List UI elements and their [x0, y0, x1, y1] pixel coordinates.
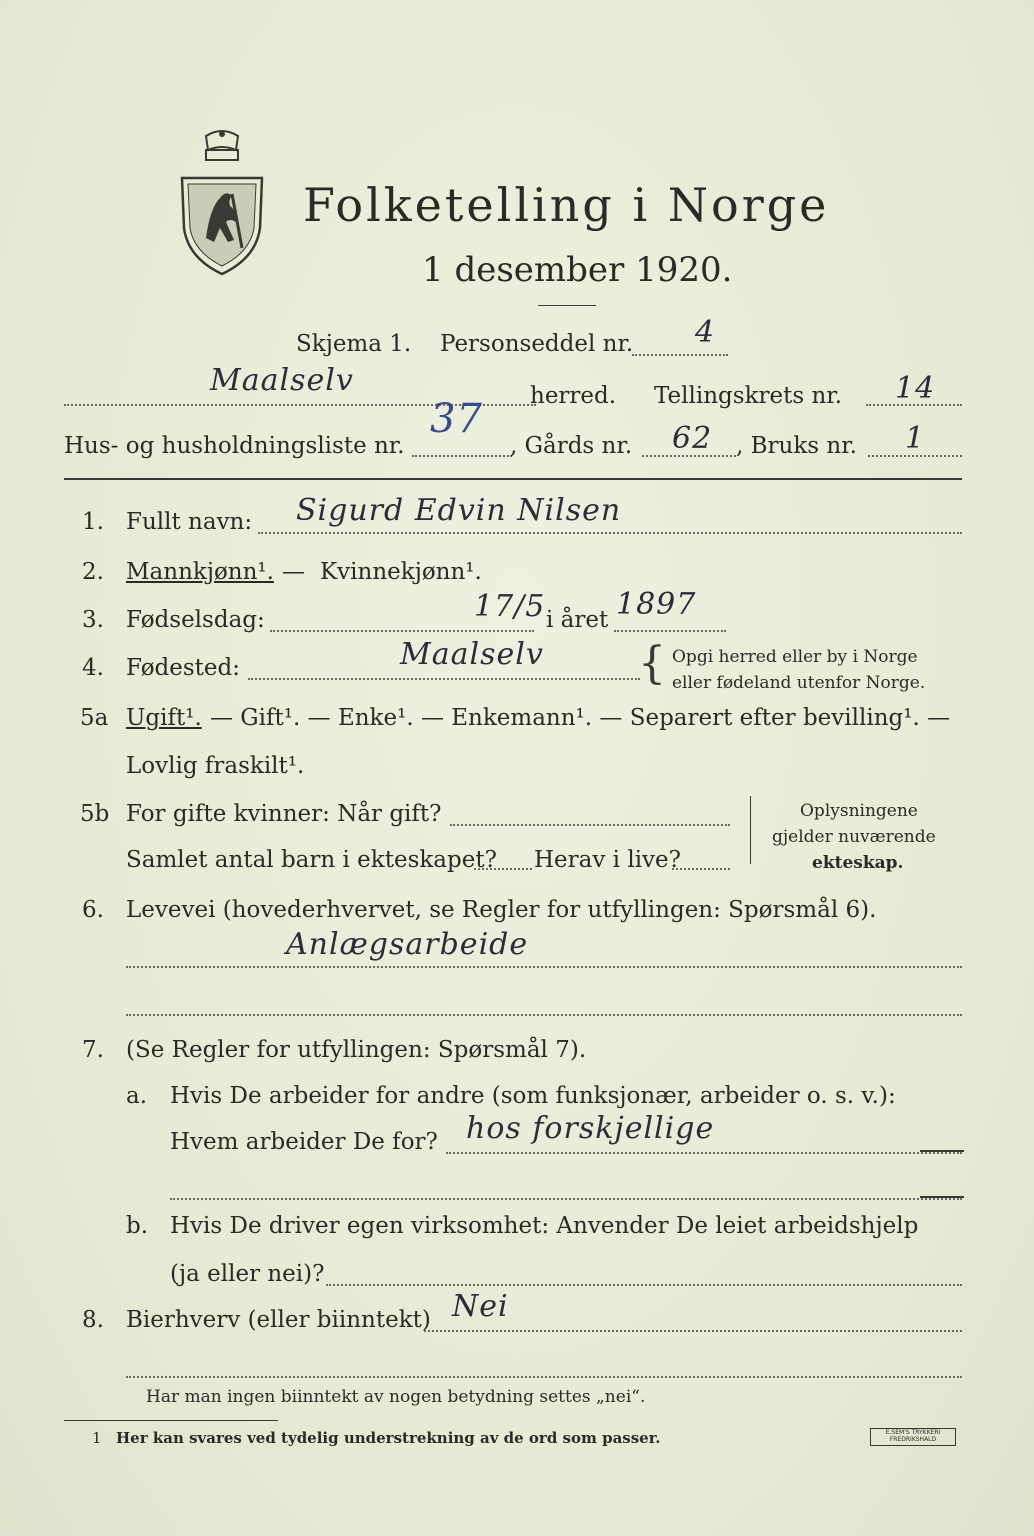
q3-year-label: i året [546, 607, 609, 633]
herred-value[interactable]: Maalselv [210, 363, 354, 398]
bruks-label: , Bruks nr. [736, 433, 857, 459]
q4-brace: { [638, 638, 666, 689]
q7a-label: Hvis De arbeider for andre (som funksjonær, arbeider o. s. v.): [170, 1083, 896, 1109]
q7a-employer-label: Hvem arbeider De for? [170, 1129, 438, 1155]
herred-label: herred. [530, 383, 617, 409]
q5b-bracket [750, 796, 751, 864]
gards-label: , Gårds nr. [510, 433, 633, 459]
q6-field-line-1 [126, 966, 962, 968]
q5a-ugift-option[interactable]: Ugift¹. [126, 705, 202, 731]
q5b-alive-label: Herav i live? [534, 847, 681, 873]
schema-label: Skjema 1. [296, 331, 412, 357]
q5b-label: For gifte kvinner: Når gift? [126, 801, 442, 827]
q5b-note-line1: Oplysningene [800, 801, 918, 821]
q8-number: 8. [82, 1307, 104, 1333]
q1-full-name-value[interactable]: Sigurd Edvin Nilsen [296, 493, 622, 528]
q2-number: 2. [82, 559, 104, 585]
q3-year-field-line [614, 630, 726, 632]
form-title: Folketelling i Norge [303, 178, 830, 232]
bruks-value[interactable]: 1 [905, 421, 926, 456]
q7a-employer-value[interactable]: hos forskjellige [466, 1111, 715, 1146]
q5b-children-label: Samlet antal barn i ekteskapet? [126, 847, 497, 873]
q7-label: (Se Regler for utfyllingen: Spørsmål 7). [126, 1037, 587, 1063]
q4-number: 4. [82, 655, 104, 681]
footer-note: Har man ingen biinntekt av nogen betydning settes „nei“. [146, 1387, 646, 1407]
personseddel-value[interactable]: 4 [695, 315, 716, 350]
q7a-dash-mark [920, 1150, 964, 1152]
q3-birth-year-value[interactable]: 1897 [616, 587, 697, 622]
q5b-number: 5b [80, 801, 110, 827]
q6-field-line-2 [126, 1014, 962, 1016]
q7b-label: Hvis De driver egen virksomhet: Anvender De leiet arbeidshjelp [170, 1213, 919, 1239]
q2-male-option[interactable]: Mannkjønn¹. [126, 559, 274, 585]
q5b-note-line2: gjelder nuværende [772, 827, 936, 847]
husliste-value[interactable]: 37 [430, 396, 483, 442]
footnote-separator [64, 1420, 278, 1421]
q4-note-line1: Opgi herred eller by i Norge [672, 647, 918, 667]
q6-occupation-value[interactable]: Anlægsarbeide [286, 927, 529, 962]
footnote-text: Her kan svares ved tydelig understrekning av de ord som passer. [116, 1429, 661, 1447]
q4-note-line2: eller fødeland utenfor Norge. [672, 673, 926, 693]
q5b-married-field-line [450, 824, 730, 826]
q8-field-line [424, 1330, 962, 1332]
q1-field-line [258, 532, 962, 534]
tellingskrets-label: Tellingskrets nr. [654, 383, 843, 409]
q4-label: Fødested: [126, 655, 241, 681]
personseddel-label: Personseddel nr. [440, 331, 634, 357]
q1-number: 1. [82, 509, 104, 535]
header-separator [64, 478, 962, 480]
q5a-number: 5a [80, 705, 109, 731]
q5a-fraskilt-option[interactable]: Lovlig fraskilt¹. [126, 753, 305, 779]
title-divider [538, 305, 596, 306]
q7b-field-line [326, 1284, 962, 1286]
q6-number: 6. [82, 897, 104, 923]
husliste-field-line [412, 455, 512, 457]
q5a-other-options: — Gift¹. — Enke¹. — Enkemann¹. — Separert efter bevilling¹. — [210, 705, 951, 731]
q8-secondary-income-value[interactable]: Nei [452, 1289, 509, 1324]
gards-value[interactable]: 62 [672, 421, 713, 456]
q7b-yes-no-label: (ja eller nei)? [170, 1261, 325, 1287]
personseddel-field-line [632, 354, 728, 356]
q5b-alive-field-line [672, 868, 730, 870]
norway-coat-of-arms-icon [176, 128, 268, 278]
q1-label: Fullt navn: [126, 509, 253, 535]
husliste-label: Hus- og husholdningsliste nr. [64, 433, 405, 459]
q3-number: 3. [82, 607, 104, 633]
q8-label: Bierhverv (eller biinntekt) [126, 1307, 431, 1333]
q6-label: Levevei (hovederhvervet, se Regler for utfyllingen: Spørsmål 6). [126, 897, 877, 923]
q5b-note-line3: ekteskap. [812, 853, 904, 873]
q7b-letter: b. [126, 1213, 149, 1239]
q7a-dash-mark-2 [920, 1196, 964, 1198]
footnote-marker: 1 [92, 1429, 102, 1447]
q2-separator: — [282, 559, 305, 585]
q5b-children-field-line [474, 868, 532, 870]
q7a-field-line [446, 1152, 962, 1154]
q2-female-option[interactable]: Kvinnekjønn¹. [320, 559, 482, 585]
q4-birthplace-value[interactable]: Maalselv [400, 637, 544, 672]
census-date: 1 desember 1920. [422, 250, 733, 290]
q8-field-line-2 [126, 1376, 962, 1378]
q3-label: Fødselsdag: [126, 607, 265, 633]
q7a-letter: a. [126, 1083, 148, 1109]
q3-day-field-line [270, 630, 534, 632]
q3-birthday-value[interactable]: 17/5 [474, 589, 546, 624]
q4-field-line [248, 678, 640, 680]
q7-number: 7. [82, 1037, 104, 1063]
printer-stamp: E.SEM'S TRYKKERI FREDRIKSHALD [870, 1428, 956, 1446]
q7a-field-line-2 [170, 1198, 962, 1200]
tellingskrets-value[interactable]: 14 [895, 371, 936, 406]
